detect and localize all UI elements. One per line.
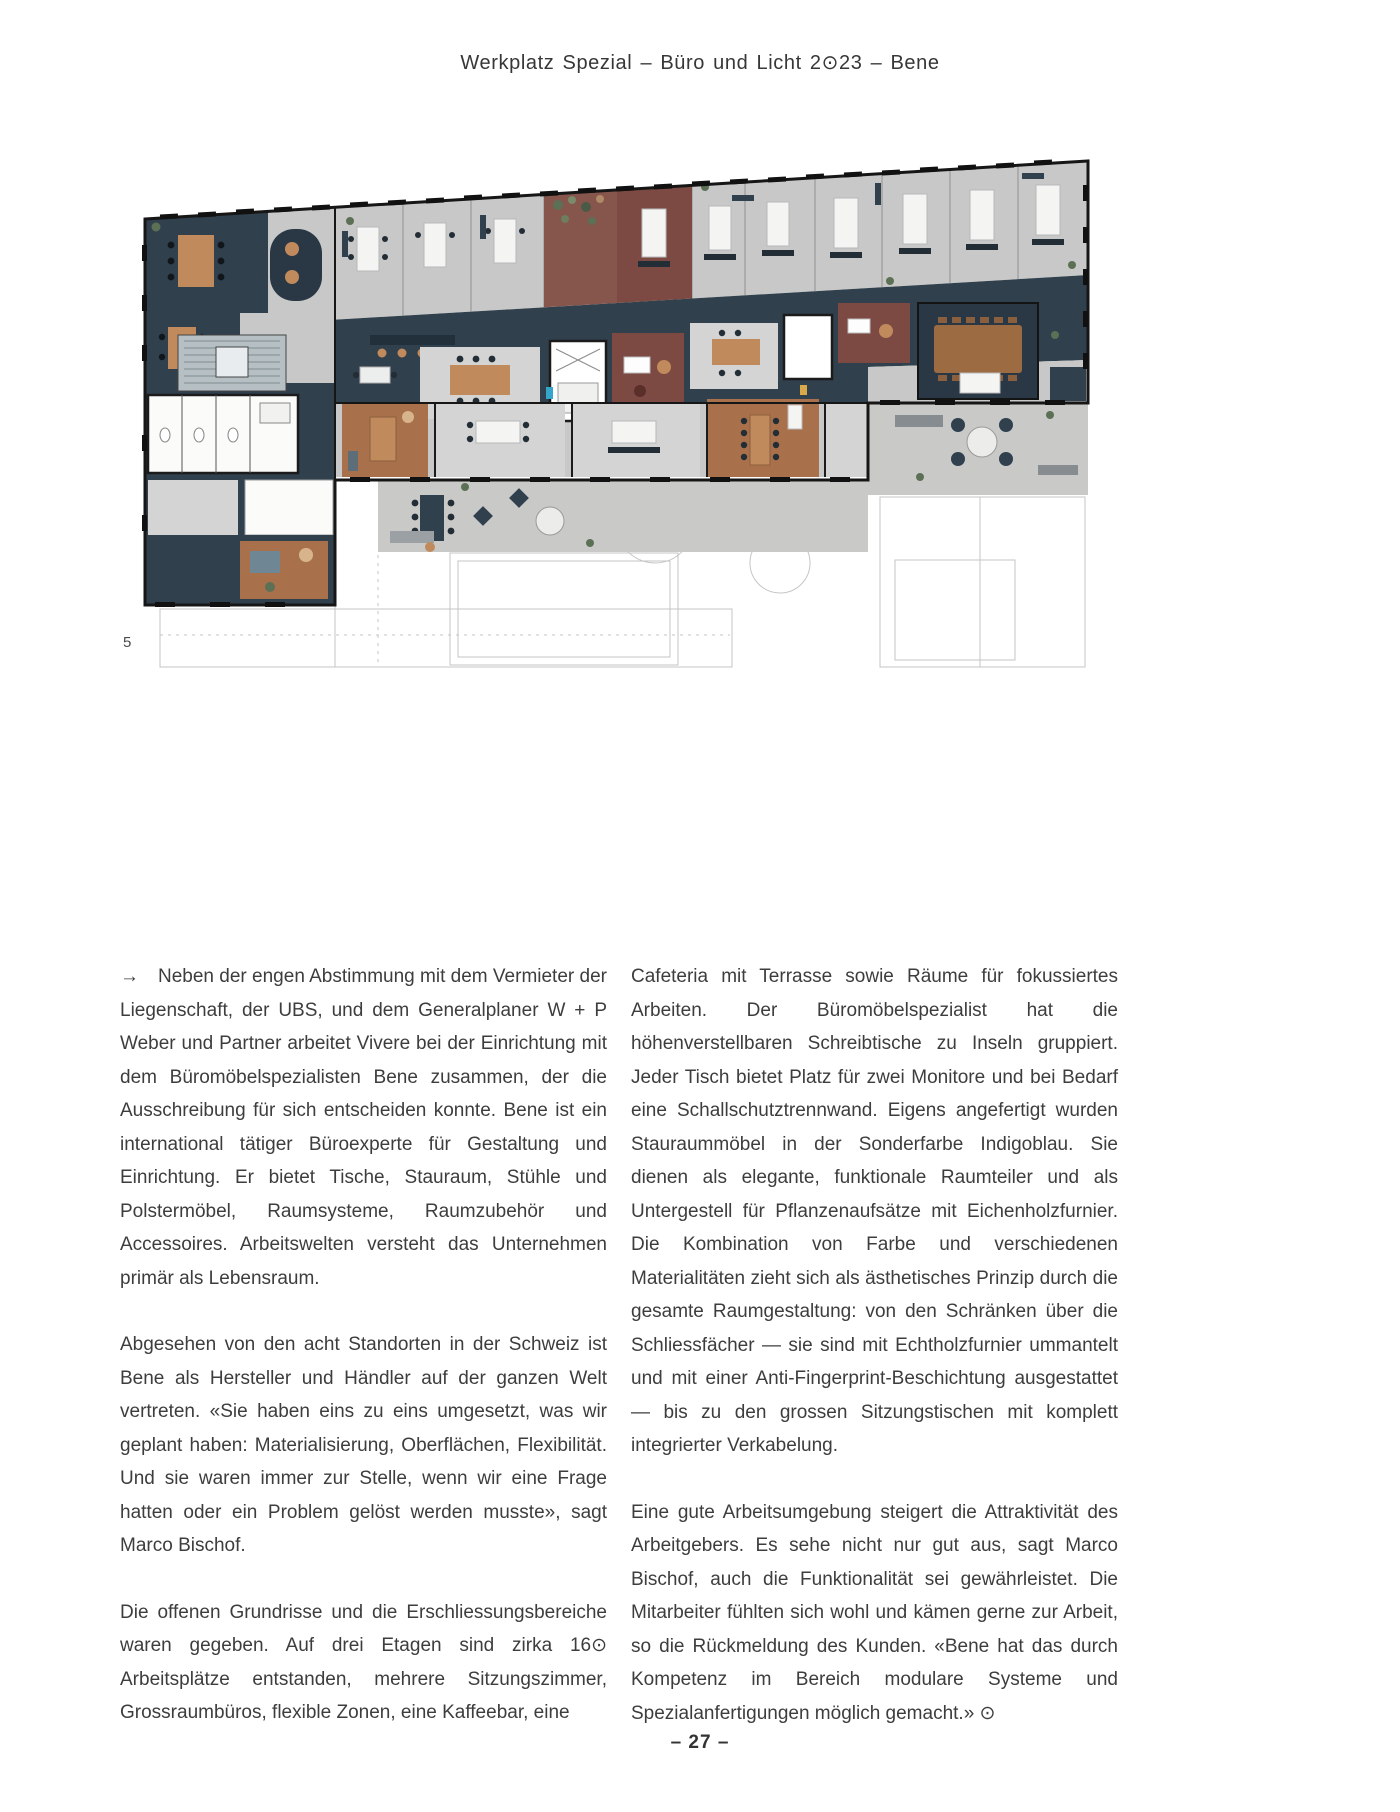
- floor-plan-svg: [120, 135, 1100, 670]
- paragraph: Cafeteria mit Terrasse sowie Räume für fokussiertes Arbeiten. Der Büromöbelspezialist hat die höhenverstellbaren Schreibtische zu Inseln gruppiert. Jeder Tisch bietet Platz für zwei Monitore und bei Bedarf eine Schallschutztrennwand. Eigens angefertigt wurden Stauraummöbel in der Sonderfarbe Indigoblau. Sie dienen als elegante, funktionale Raumteiler und als Untergestell für Pflanzenaufsätze mit Eichenholzfurnier. Die Kombination von Farbe und verschiedenen Materialitäten zieht sich als ästhetisches Prinzip durch die gesamte Raumgestaltung: von den Schränken über die Schliessfächer — sie sind mit Echtholzfurnier ummantelt und mit einer Anti-Fingerprint-Beschichtung ausgestattet — bis zu den grossen Sitzungstischen mit komplett integrierter Verkabelung.: [631, 966, 1118, 1456]
- article-column-right: [631, 960, 1118, 1763]
- lower-room-row: [342, 399, 868, 477]
- paragraph: Abgesehen von den acht Standorten in der Schweiz ist Bene als Hersteller und Händler auf der ganzen Welt vertreten. «Sie haben eins zu eins umgesetzt, was wir geplant haben: Materialisierung, Oberflächen, Flexibilität. Und sie waren immer zur Stelle, wenn wir eine Frage hatten oder ein Problem gelöst werden musste», sagt Marco Bischof.: [120, 1334, 607, 1556]
- figure-number: 5: [123, 634, 132, 651]
- paragraph: Die offenen Grundrisse und die Erschliessungsbereiche waren gegeben. Auf drei Etagen sind zirka 16⊙ Arbeitsplätze entstanden, mehrere Sitzungszimmer, Grossraumbüros, flexible Zonen, eine Kaffeebar, eine: [120, 1601, 607, 1723]
- reception-desk: [270, 229, 322, 301]
- meeting-table: [178, 235, 214, 287]
- page-header: Werkplatz Spezial – Büro und Licht 2⊙23 – Bene: [460, 52, 940, 74]
- paragraph: → Neben der engen Abstimmung mit dem Vermieter der Liegenschaft, der UBS, und dem Generalplaner W + P Weber und Partner arbeitet Vivere bei der Einrichtung mit dem Büromöbelspezialisten Bene zusammen, der die Ausschreibung für sich entscheiden konnte. Bene ist ein international tätiger Büroexperte für Gestaltung und Einrichtung. Er bietet Tische, Stauraum, Stühle und Polstermöbel, Raumsysteme, Raumzubehör und Accessoires. Arbeitswelten versteht das Unternehmen primär als Lebensraum.: [120, 966, 607, 1289]
- page-number: – 27 –: [670, 1732, 730, 1753]
- floor-plan-figure: [120, 135, 1100, 670]
- paragraph: Eine gute Arbeitsumgebung steigert die Attraktivität des Arbeitgebers. Es sehe nicht nur gut aus, sagt Marco Bischof, auch die Funktionalität sei gewährleistet. Die Mitarbeiter fühlten sich wohl und kämen gerne zur Arbeit, so die Rückmeldung des Kunden. «Bene hat das durch Kompetenz im Bereich modulare Systeme und Spezialanfertigungen möglich gemacht.» ⊙: [631, 1501, 1118, 1724]
- article-column-left: [120, 960, 607, 1763]
- service-core: [784, 315, 832, 379]
